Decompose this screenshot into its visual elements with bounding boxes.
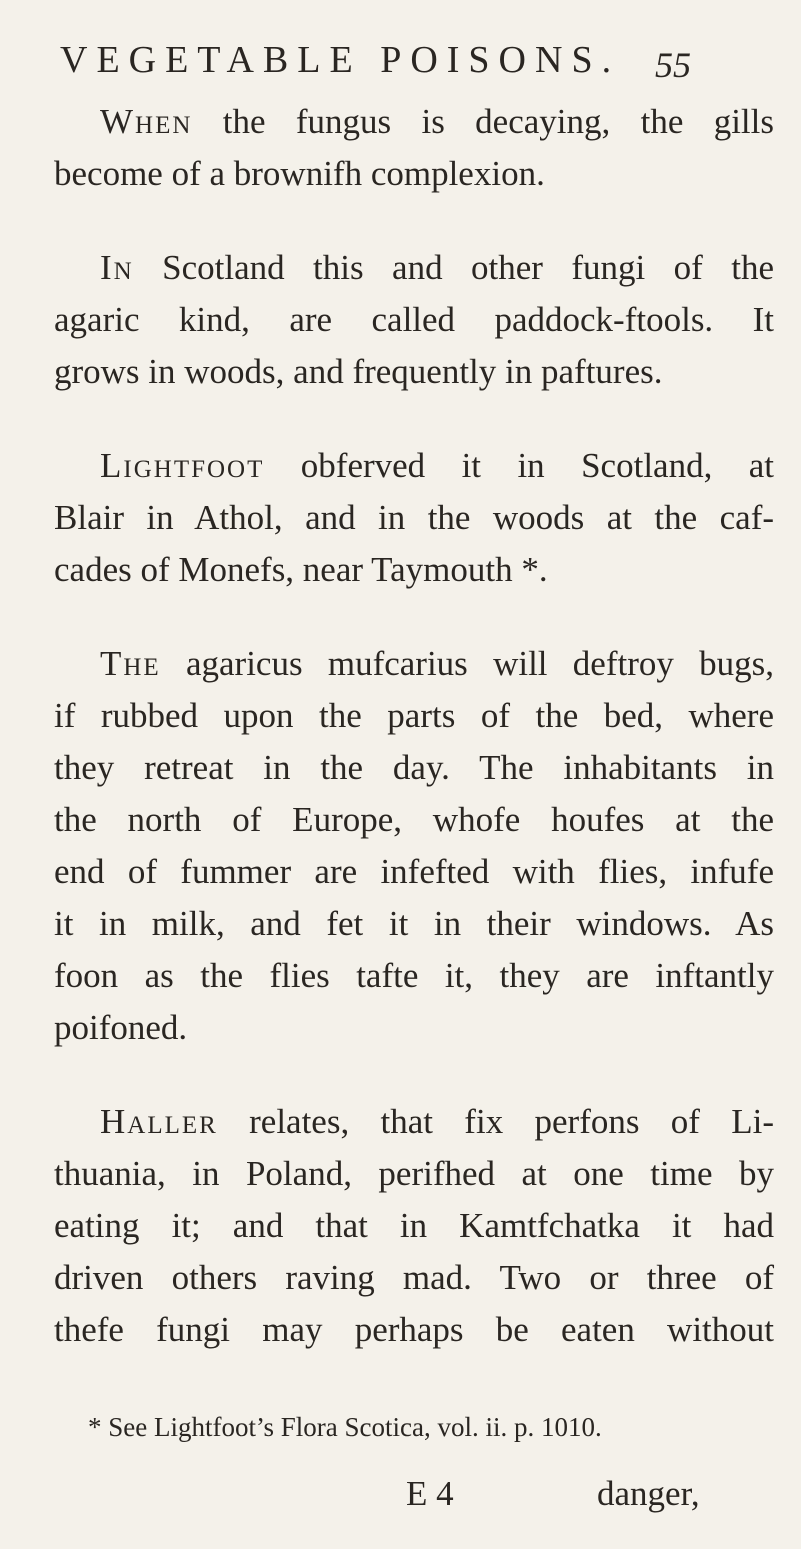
paragraph-line: if rubbed upon the parts of the bed, where xyxy=(54,696,774,735)
paragraph-line: grows in woods, and frequently in paftures. xyxy=(54,352,663,391)
paragraph-line: become of a brownifh complexion. xyxy=(54,154,545,193)
paragraph-haller xyxy=(54,1096,774,1356)
page-number: 55 xyxy=(655,45,691,85)
paragraph-line: foon as the flies tafte it, they are inftantly xyxy=(54,956,774,995)
signature-mark: E 4 xyxy=(406,1474,454,1513)
paragraph-line: end of fummer are infefted with flies, infufe xyxy=(54,852,774,891)
paragraph-line: thefe fungi may perhaps be eaten without xyxy=(54,1310,774,1349)
paragraph-lead: Haller xyxy=(100,1102,218,1141)
paragraph-line: The agaricus mufcarius will deftroy bugs, xyxy=(100,644,774,683)
paragraph-line: eating it; and that in Kamtfchatka it had xyxy=(54,1206,774,1245)
paragraph-decaying xyxy=(54,96,774,200)
paragraph-line: Blair in Athol, and in the woods at the caf- xyxy=(54,498,774,537)
paragraph-line: they retreat in the day. The inhabitants in xyxy=(54,748,774,787)
paragraph-line: In Scotland this and other fungi of the xyxy=(100,248,774,287)
paragraph-scotland xyxy=(54,242,774,398)
paragraph-lead: The xyxy=(100,644,161,683)
footnote: * See Lightfoot’s Flora Scotica, vol. ii. p. 1010. xyxy=(88,1412,602,1442)
body-text xyxy=(54,96,774,1398)
paragraph-line: agaric kind, are called paddock-ftools. It xyxy=(54,300,774,339)
paragraph-line: the north of Europe, whofe houfes at the xyxy=(54,800,774,839)
paragraph-lightfoot xyxy=(54,440,774,596)
paragraph-line: it in milk, and fet it in their windows. As xyxy=(54,904,774,943)
catchword: danger, xyxy=(597,1474,700,1513)
paragraph-agaricus xyxy=(54,638,774,1054)
paragraph-lead: In xyxy=(100,248,134,287)
running-title: VEGETABLE POISONS. xyxy=(60,39,621,81)
paragraph-line: cades of Monefs, near Taymouth *. xyxy=(54,550,548,589)
paragraph-line: thuania, in Poland, perifhed at one time by xyxy=(54,1154,774,1193)
paragraph-line: Haller relates, that fix perfons of Li- xyxy=(100,1102,774,1141)
paragraph-line: Lightfoot obferved it in Scotland, at xyxy=(100,446,774,485)
running-head xyxy=(60,38,760,98)
paragraph-lead: Lightfoot xyxy=(100,446,265,485)
paragraph-line: poifoned. xyxy=(54,1008,188,1047)
paragraph-line: driven others raving mad. Two or three of xyxy=(54,1258,774,1297)
paragraph-lead: When xyxy=(100,102,193,141)
paragraph-line: When the fungus is decaying, the gills xyxy=(100,102,774,141)
